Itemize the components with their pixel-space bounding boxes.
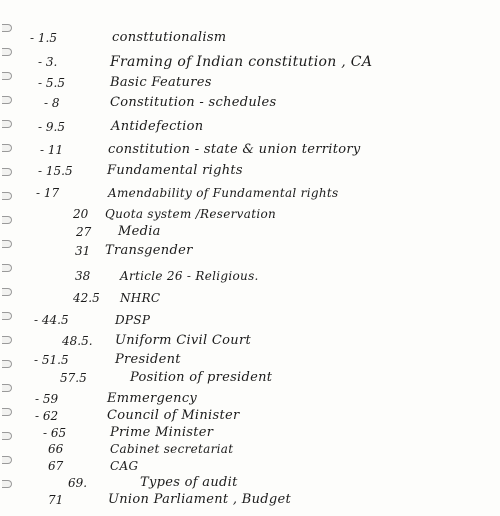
topic-title: Union Parliament , Budget — [108, 492, 292, 507]
topic-title: Quota system /Reservation — [105, 207, 277, 221]
topic-title: DPSP — [115, 313, 151, 327]
topic-title: Constitution - schedules — [110, 95, 277, 110]
topic-title: Antidefection — [111, 119, 204, 134]
page-number: 71 — [48, 493, 64, 507]
page-number: 38 — [75, 269, 91, 283]
topic-title: constitution - state & union territory — [108, 142, 361, 157]
page-number: - 9.5 — [38, 120, 65, 134]
page-number: - 1.5 — [30, 31, 57, 45]
page-number: - 3. — [38, 55, 58, 69]
topic-title: Transgender — [105, 243, 193, 258]
page-number: - 44.5 — [34, 313, 69, 327]
topic-title: Position of president — [130, 370, 273, 385]
list-item — [0, 163, 500, 187]
topic-title: Framing of Indian constitution , CA — [110, 54, 373, 70]
page-number: - 17 — [36, 186, 60, 200]
topic-title: Prime Minister — [110, 425, 214, 440]
page-number: 48.5. — [62, 334, 93, 348]
page-number: - 8 — [44, 96, 60, 110]
topic-title: Fundamental rights — [107, 163, 243, 178]
list-item — [0, 268, 500, 292]
topic-title: Uniform Civil Court — [115, 333, 251, 348]
page-number: 20 — [73, 207, 89, 221]
topic-title: Basic Features — [110, 75, 212, 90]
page-number: 27 — [76, 225, 92, 239]
topic-title: Media — [118, 224, 161, 239]
topic-title: Council of Minister — [107, 408, 240, 423]
page-number: 69. — [68, 476, 88, 490]
page-number: - 11 — [40, 143, 64, 157]
list-item — [0, 30, 500, 54]
topic-title: President — [115, 352, 181, 367]
topic-title: Amendability of Fundamental rights — [108, 186, 339, 200]
page-number: - 5.5 — [38, 76, 65, 90]
page-number: 31 — [75, 244, 91, 258]
topic-title: NHRC — [120, 291, 161, 305]
page-number: - 65 — [43, 426, 67, 440]
page-number: - 62 — [35, 409, 59, 423]
list-item — [0, 243, 500, 267]
topic-title: Types of audit — [140, 475, 238, 490]
page-number: - 15.5 — [38, 164, 73, 178]
topic-title: Cabinet secretariat — [110, 442, 234, 456]
page-number: - 59 — [35, 392, 59, 406]
page-number: 67 — [48, 459, 64, 473]
topic-title: consttutionalism — [112, 30, 227, 45]
list-item — [0, 95, 500, 119]
list-item — [0, 119, 500, 143]
topic-title: Emmergency — [107, 391, 198, 406]
list-item — [0, 290, 500, 314]
page-number: 42.5 — [73, 291, 100, 305]
list-item — [0, 492, 500, 516]
topic-title: CAG — [110, 459, 139, 473]
page-number: 57.5 — [60, 371, 87, 385]
page-number: - 51.5 — [34, 353, 69, 367]
topic-title: Article 26 - Religious. — [120, 269, 259, 283]
page-number: 66 — [48, 442, 64, 456]
